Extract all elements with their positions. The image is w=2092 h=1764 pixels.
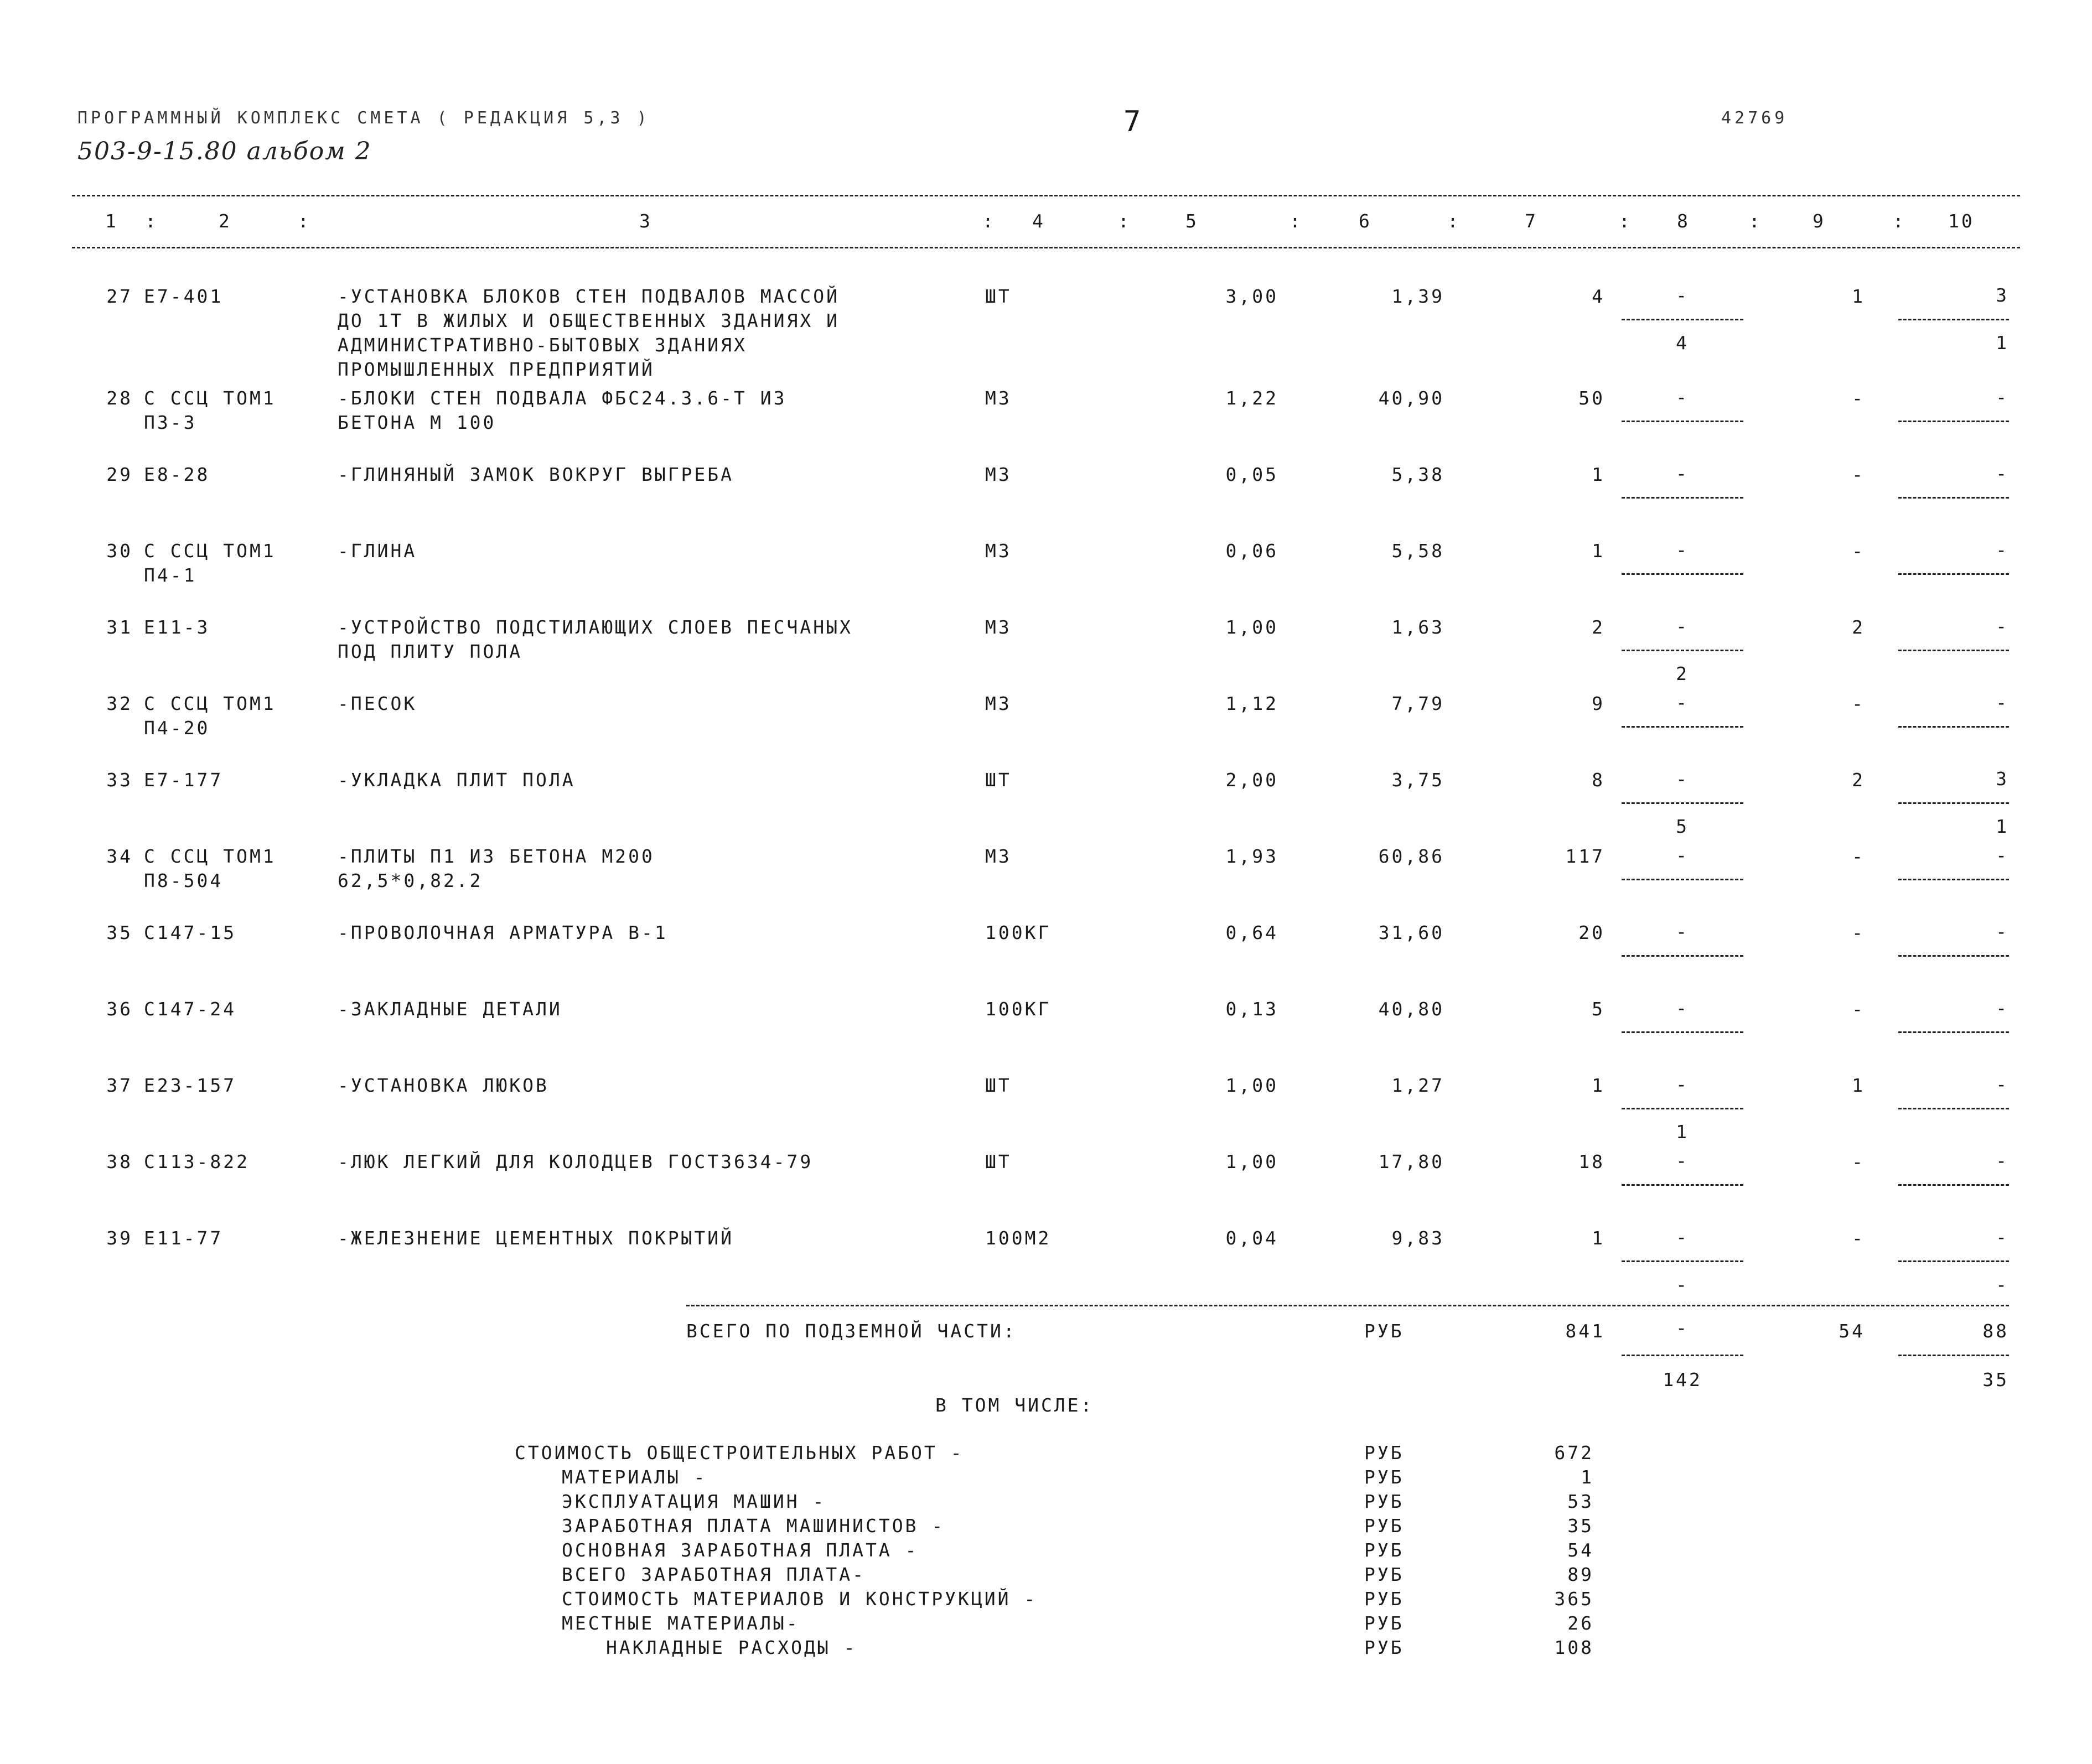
row-code: С113-822 [144,1151,250,1172]
column-header-1: 1 [105,210,118,232]
row-code: С ССЦ ТОМ1 [144,693,276,714]
breakdown-label: ОСНОВНАЯ ЗАРАБОТНАЯ ПЛАТА - [562,1539,919,1561]
row-unit: М3 [985,693,1012,714]
row-quantity: 1,22 [1225,387,1278,409]
row-number: 35 [106,922,133,943]
row-unit-price: 40,90 [1378,387,1444,409]
row-col9: - [1852,1151,1865,1172]
row-description: -ПРОВОЛОЧНАЯ АРМАТУРА В-1 [338,922,668,943]
column-separator: : [1749,210,1762,232]
row-col10-divider [1898,1184,2009,1186]
row-code: С ССЦ ТОМ1 [144,540,276,562]
row-col9: - [1852,464,1865,485]
row-total: 20 [1578,922,1605,943]
column-header-5: 5 [1185,210,1199,232]
header-rule-top [72,195,2020,196]
breakdown-value: 54 [1567,1539,1594,1561]
row-number: 27 [106,286,133,307]
row-total: 5 [1592,998,1605,1020]
row-description: -УСТРОЙСТВО ПОДСТИЛАЮЩИХ СЛОЕВ ПЕСЧАНЫХ [338,616,853,638]
row-unit-price: 1,39 [1391,286,1444,307]
row-col10-top: - [1996,844,2009,866]
header-rule-bottom [72,247,2020,248]
row-col8-top: - [1676,768,1689,790]
row-col9: - [1852,693,1865,714]
row-quantity: 1,00 [1225,1151,1278,1172]
row-col8-top: - [1676,284,1689,306]
total-value: 841 [1565,1320,1605,1342]
row-description: -ЛЮК ЛЕГКИЙ ДЛЯ КОЛОДЦЕВ ГОСТ3634-79 [338,1151,814,1172]
row-description: -БЛОКИ СТЕН ПОДВАЛА ФБС24.3.6-Т ИЗ [338,387,787,409]
row-col10-divider [1898,726,2009,728]
column-header-10: 10 [1948,210,1975,232]
breakdown-value: 53 [1567,1491,1594,1512]
row-description: -ПЛИТЫ П1 ИЗ БЕТОНА М200 [338,845,655,867]
row-unit-price: 9,83 [1391,1227,1444,1249]
column-separator: : [1118,210,1131,232]
including-label: В ТОМ ЧИСЛЕ: [935,1394,1094,1416]
row-code: Е11-77 [144,1227,224,1249]
row-col10-top: - [1996,615,2009,637]
row-unit-price: 3,75 [1391,769,1444,791]
breakdown-unit: РУБ [1364,1466,1404,1488]
row-col9: - [1852,387,1865,409]
row-code: Е11-3 [144,616,210,638]
breakdown-unit: РУБ [1364,1564,1404,1585]
row-unit-price: 40,80 [1378,998,1444,1020]
row-description: -ЖЕЛЕЗНЕНИЕ ЦЕМЕНТНЫХ ПОКРЫТИЙ [338,1227,734,1249]
row-col8-top: - [1676,539,1689,561]
row-col8-divider [1622,1260,1743,1262]
row-col10-divider [1898,802,2009,804]
row-description: АДМИНИСТРАТИВНО-БЫТОВЫХ ЗДАНИЯХ [338,334,747,356]
row-description: -УСТАНОВКА ЛЮКОВ [338,1075,549,1096]
row-col8-divider [1622,1031,1743,1033]
row-quantity: 1,12 [1225,693,1278,714]
row-col8-top: - [1676,386,1689,408]
breakdown-value: 89 [1567,1564,1594,1585]
total-col10-bottom: 35 [1982,1369,2009,1391]
row-quantity: 0,64 [1225,922,1278,943]
project-handwritten: 503-9-15.80 альбом 2 [77,137,372,165]
breakdown-unit: РУБ [1364,1442,1404,1464]
row-number: 28 [106,387,133,409]
row-total: 18 [1578,1151,1605,1172]
breakdown-unit: РУБ [1364,1612,1404,1634]
row-description: -ПЕСОК [338,693,417,714]
row-col8-divider [1622,726,1743,728]
row-unit-price: 60,86 [1378,845,1444,867]
total-col10-top: 88 [1982,1320,2009,1342]
row-col9: - [1852,998,1865,1020]
row-total: 2 [1592,616,1605,638]
row-quantity: 1,93 [1225,845,1278,867]
row-unit-price: 1,63 [1391,616,1444,638]
row-col10-bottom: 1 [1996,332,2009,354]
breakdown-label: НАКЛАДНЫЕ РАСХОДЫ - [606,1637,857,1658]
row-quantity: 0,05 [1225,464,1278,485]
row-col10-top: - [1996,692,2009,713]
row-total: 1 [1592,1075,1605,1096]
row-col9: 1 [1852,1075,1865,1096]
breakdown-label: ВСЕГО ЗАРАБОТНАЯ ПЛАТА- [562,1564,866,1585]
row-code: С147-24 [144,998,237,1020]
row-col10-divider [1898,955,2009,957]
row-col10-top: - [1996,539,2009,561]
row-col8-divider [1622,1184,1743,1186]
row-col8-top: - [1676,997,1689,1019]
row-number: 36 [106,998,133,1020]
row-quantity: 0,04 [1225,1227,1278,1249]
row-quantity: 2,00 [1225,769,1278,791]
row-col10-divider [1898,573,2009,575]
column-separator: : [1290,210,1303,232]
row-unit: М3 [985,540,1012,562]
row-number: 29 [106,464,133,485]
row-code: С ССЦ ТОМ1 [144,845,276,867]
row-description: ПРОМЫШЛЕННЫХ ПРЕДПРИЯТИЙ [338,359,655,380]
row-unit-price: 17,80 [1378,1151,1444,1172]
row-col10-divider [1898,319,2009,320]
row-number: 32 [106,693,133,714]
row-total: 4 [1592,286,1605,307]
breakdown-value: 35 [1567,1515,1594,1537]
row-col10-top: - [1996,1073,2009,1095]
document-number: 42769 [1721,108,1788,128]
row-code: С147-15 [144,922,237,943]
page-number: 7 [1123,105,1141,138]
row-col10-bottom: - [1996,1274,2009,1295]
row-col9: - [1852,1227,1865,1249]
row-col8-bottom: 2 [1676,663,1689,684]
row-col8-divider [1622,879,1743,880]
column-separator: : [1447,210,1461,232]
row-col8-top: - [1676,692,1689,713]
row-col8-bottom: 1 [1676,1121,1689,1143]
row-col10-divider [1898,1260,2009,1262]
row-unit: ШТ [985,1151,1012,1172]
total-col8-top: - [1676,1317,1689,1338]
breakdown-label: СТОИМОСТЬ ОБЩЕСТРОИТЕЛЬНЫХ РАБОТ - [515,1442,964,1464]
row-quantity: 3,00 [1225,286,1278,307]
row-description: -ГЛИНЯНЫЙ ЗАМОК ВОКРУГ ВЫГРЕБА [338,464,734,485]
row-quantity: 0,13 [1225,998,1278,1020]
row-col8-top: - [1676,921,1689,942]
row-number: 37 [106,1075,133,1096]
row-unit: 100М2 [985,1227,1052,1249]
row-total: 9 [1592,693,1605,714]
row-quantity: 0,06 [1225,540,1278,562]
column-separator: : [982,210,996,232]
breakdown-value: 1 [1581,1466,1594,1488]
column-header-3: 3 [639,210,653,232]
row-code: П8-504 [144,870,224,891]
row-unit-price: 1,27 [1391,1075,1444,1096]
column-header-9: 9 [1813,210,1826,232]
row-col10-divider [1898,650,2009,651]
breakdown-value: 26 [1567,1612,1594,1634]
row-unit: М3 [985,387,1012,409]
row-unit: ШТ [985,1075,1012,1096]
row-col8-divider [1622,573,1743,575]
breakdown-value: 365 [1554,1588,1594,1610]
row-description: БЕТОНА М 100 [338,412,496,433]
row-total: 50 [1578,387,1605,409]
row-unit-price: 31,60 [1378,922,1444,943]
row-col8-divider [1622,319,1743,320]
row-number: 39 [106,1227,133,1249]
row-col8-top: - [1676,1226,1689,1248]
row-col8-top: - [1676,844,1689,866]
column-header-7: 7 [1525,210,1538,232]
row-col10-divider [1898,1031,2009,1033]
column-header-4: 4 [1032,210,1045,232]
row-col10-top: - [1996,463,2009,484]
row-col10-divider [1898,421,2009,422]
program-header: ПРОГРАММНЫЙ КОМПЛЕКС СМЕТА ( РЕДАКЦИЯ 5,3 ) [77,108,650,128]
column-separator: : [298,210,311,232]
row-total: 1 [1592,464,1605,485]
breakdown-label: СТОИМОСТЬ МАТЕРИАЛОВ И КОНСТРУКЦИЙ - [562,1588,1038,1610]
row-col8-divider [1622,497,1743,499]
row-description: ДО 1Т В ЖИЛЫХ И ОБЩЕСТВЕННЫХ ЗДАНИЯХ И [338,310,840,331]
breakdown-value: 672 [1554,1442,1594,1464]
row-description: -ЗАКЛАДНЫЕ ДЕТАЛИ [338,998,562,1020]
row-unit: ШТ [985,286,1012,307]
breakdown-unit: РУБ [1364,1588,1404,1610]
row-col10-top: - [1996,1150,2009,1171]
row-col10-top: 3 [1996,768,2009,790]
row-col10-divider [1898,1108,2009,1109]
total-label: ВСЕГО ПО ПОДЗЕМНОЙ ЧАСТИ: [686,1320,1017,1342]
total-col8-divider [1622,1355,1743,1356]
row-unit: 100КГ [985,922,1052,943]
column-header-6: 6 [1359,210,1372,232]
breakdown-unit: РУБ [1364,1491,1404,1512]
row-unit: М3 [985,464,1012,485]
row-col10-top: - [1996,1226,2009,1248]
total-col8-bottom: 142 [1663,1369,1702,1391]
row-col10-top: - [1996,997,2009,1019]
row-unit-price: 5,38 [1391,464,1444,485]
row-unit: 100КГ [985,998,1052,1020]
row-description: ПОД ПЛИТУ ПОЛА [338,641,523,662]
row-code: П3-3 [144,412,197,433]
breakdown-label: МЕСТНЫЕ МАТЕРИАЛЫ- [562,1612,800,1634]
row-unit-price: 7,79 [1391,693,1444,714]
row-col8-divider [1622,802,1743,804]
row-code: Е8-28 [144,464,210,485]
row-col10-top: - [1996,386,2009,408]
row-col8-divider [1622,650,1743,651]
row-col8-divider [1622,1108,1743,1109]
column-header-8: 8 [1677,210,1690,232]
row-code: Е7-177 [144,769,224,791]
row-col8-top: - [1676,615,1689,637]
row-unit: М3 [985,845,1012,867]
row-number: 34 [106,845,133,867]
row-col8-top: - [1676,463,1689,484]
row-unit-price: 5,58 [1391,540,1444,562]
row-col8-top: - [1676,1073,1689,1095]
row-col9: - [1852,540,1865,562]
row-code: Е7-401 [144,286,224,307]
row-col9: 2 [1852,769,1865,791]
row-unit: М3 [985,616,1012,638]
row-code: Е23-157 [144,1075,237,1096]
row-total: 117 [1565,845,1605,867]
row-col8-bottom: 4 [1676,332,1689,354]
breakdown-label: ЭКСПЛУАТАЦИЯ МАШИН - [562,1491,826,1512]
column-header-2: 2 [219,210,232,232]
row-col10-top: 3 [1996,284,2009,306]
breakdown-unit: РУБ [1364,1539,1404,1561]
column-separator: : [1619,210,1632,232]
row-quantity: 1,00 [1225,1075,1278,1096]
row-col10-divider [1898,497,2009,499]
row-col10-divider [1898,879,2009,880]
row-description: -УСТАНОВКА БЛОКОВ СТЕН ПОДВАЛОВ МАССОЙ [338,286,840,307]
row-code: С ССЦ ТОМ1 [144,387,276,409]
row-total: 1 [1592,1227,1605,1249]
breakdown-label: МАТЕРИАЛЫ - [562,1466,707,1488]
row-col8-top: - [1676,1150,1689,1171]
breakdown-label: ЗАРАБОТНАЯ ПЛАТА МАШИНИСТОВ - [562,1515,945,1537]
row-quantity: 1,00 [1225,616,1278,638]
column-separator: : [1893,210,1906,232]
row-number: 30 [106,540,133,562]
row-number: 31 [106,616,133,638]
total-col10-divider [1898,1355,2009,1356]
row-col9: 2 [1852,616,1865,638]
row-number: 38 [106,1151,133,1172]
row-col8-divider [1622,421,1743,422]
row-col8-divider [1622,955,1743,957]
breakdown-unit: РУБ [1364,1515,1404,1537]
row-col8-bottom: - [1676,1274,1689,1295]
row-total: 1 [1592,540,1605,562]
total-unit: РУБ [1364,1320,1404,1342]
row-description: 62,5*0,82.2 [338,870,483,891]
column-separator: : [145,210,158,232]
row-code: П4-20 [144,717,210,739]
total-col9: 54 [1839,1320,1865,1342]
row-description: -УКЛАДКА ПЛИТ ПОЛА [338,769,576,791]
row-code: П4-1 [144,564,197,586]
breakdown-value: 108 [1554,1637,1594,1658]
breakdown-unit: РУБ [1364,1637,1404,1658]
row-number: 33 [106,769,133,791]
row-col9: - [1852,845,1865,867]
row-description: -ГЛИНА [338,540,417,562]
row-col10-top: - [1996,921,2009,942]
row-col10-bottom: 1 [1996,816,2009,837]
row-unit: ШТ [985,769,1012,791]
row-col9: 1 [1852,286,1865,307]
row-col8-bottom: 5 [1676,816,1689,837]
row-total: 8 [1592,769,1605,791]
row-col9: - [1852,922,1865,943]
total-rule [686,1305,2009,1306]
